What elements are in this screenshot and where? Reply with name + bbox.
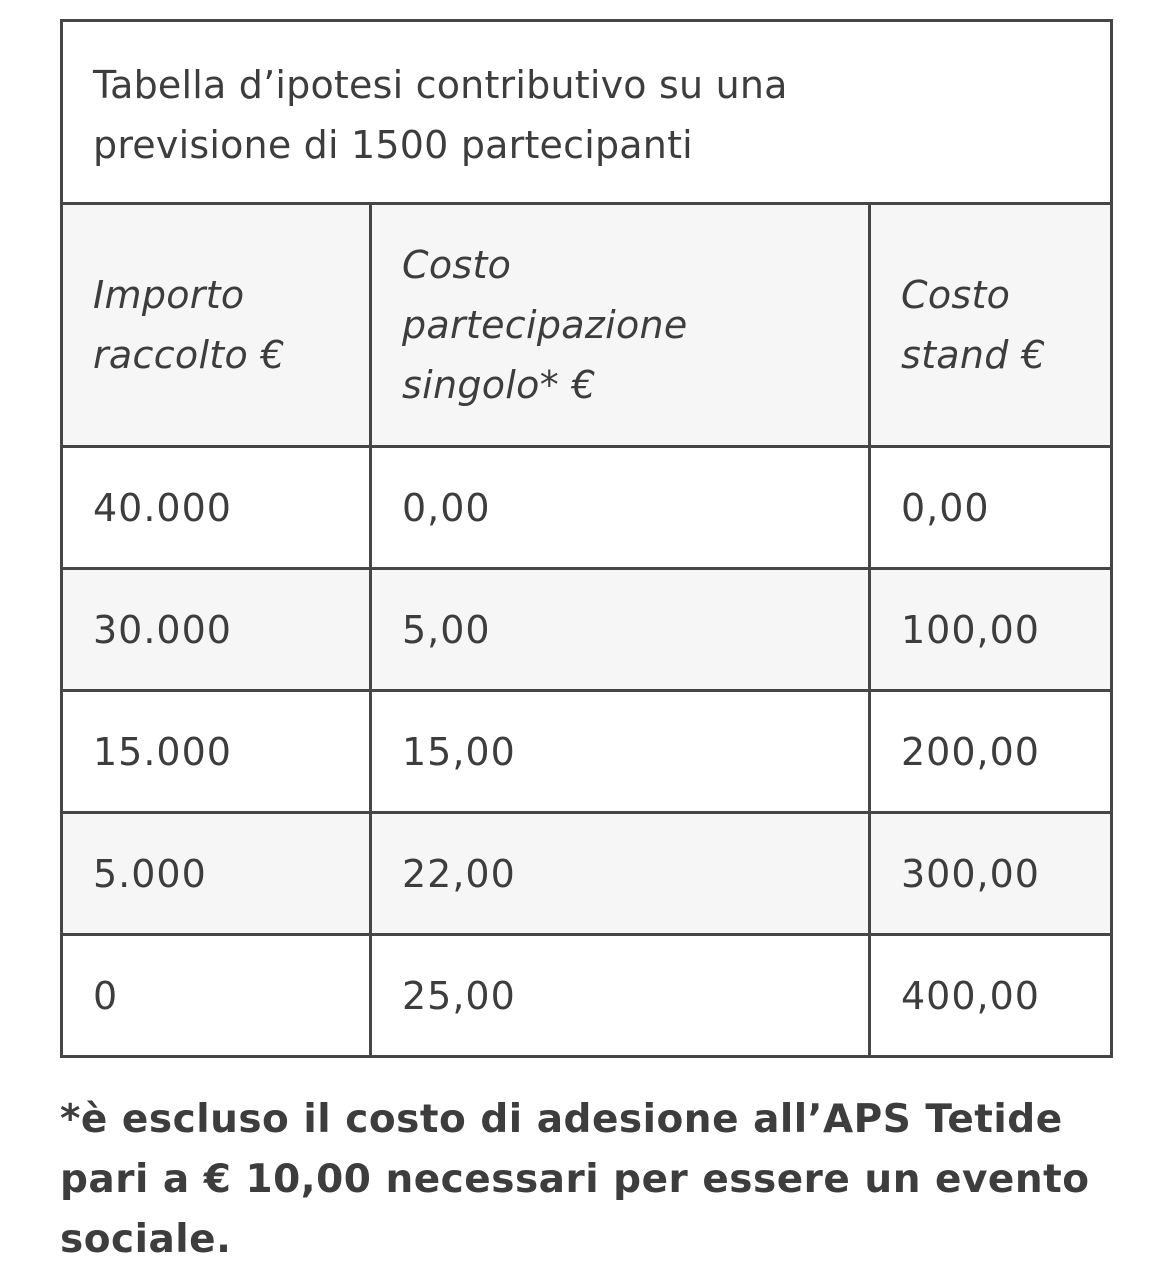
table-cell-costo-partecipazione: 15,00 [371, 691, 870, 813]
footnote: *è escluso il costo di adesione all’APS Tetide pari a € 10,00 necessari per essere un evento sociale. [60, 1097, 1090, 1262]
table-cell-costo-partecipazione: 22,00 [371, 813, 870, 935]
table-caption-row [62, 21, 1112, 204]
table-row [62, 447, 1112, 569]
table-caption: Tabella d’ipotesi contributivo su una previsione di 1500 partecipanti [93, 63, 788, 167]
column-header-costo-partecipazione: Costo partecipazione singolo* € [371, 204, 870, 447]
table-header-row [62, 204, 1112, 447]
table-cell-importo: 40.000 [62, 447, 371, 569]
column-header-importo: Importo raccolto € [62, 204, 371, 447]
table-cell-importo: 15.000 [62, 691, 371, 813]
table-cell-costo-stand: 100,00 [870, 569, 1112, 691]
table-row [62, 935, 1112, 1057]
table-cell-costo-partecipazione: 25,00 [371, 935, 870, 1057]
table-row [62, 813, 1112, 935]
column-header-costo-stand: Costo stand € [870, 204, 1112, 447]
contribution-table-container [60, 19, 1110, 1058]
table-cell-importo: 0 [62, 935, 371, 1057]
table-row [62, 569, 1112, 691]
contribution-table [60, 19, 1113, 1058]
table-cell-importo: 5.000 [62, 813, 371, 935]
table-cell-costo-stand: 0,00 [870, 447, 1112, 569]
table-cell-costo-partecipazione: 5,00 [371, 569, 870, 691]
table-cell-costo-partecipazione: 0,00 [371, 447, 870, 569]
table-caption-cell [62, 21, 1112, 204]
table-cell-costo-stand: 300,00 [870, 813, 1112, 935]
table-cell-importo: 30.000 [62, 569, 371, 691]
table-row [62, 691, 1112, 813]
table-cell-costo-stand: 400,00 [870, 935, 1112, 1057]
table-cell-costo-stand: 200,00 [870, 691, 1112, 813]
